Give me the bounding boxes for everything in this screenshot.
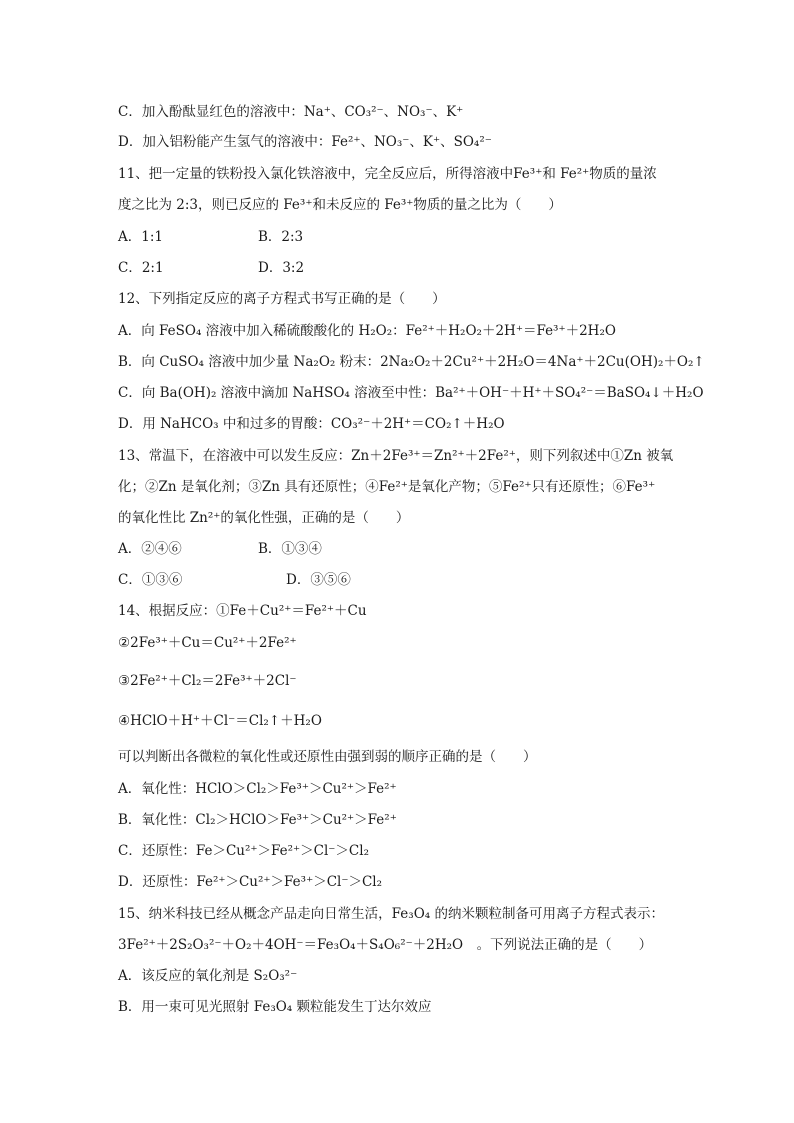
q15-option-b: B．用一束可见光照射 Fe₃O₄ 颗粒能发生丁达尔效应 <box>118 999 432 1015</box>
q13-option-a: A．②④⑥ <box>118 541 182 557</box>
q11-option-a: A．1:1 <box>118 229 163 245</box>
q14-option-b: B．氧化性：Cl₂＞HClO＞Fe³⁺＞Cu²⁺＞Fe²⁺ <box>118 812 397 828</box>
q13-options-row-1 <box>118 538 694 560</box>
q14-option-c: C．还原性：Fe＞Cu²⁺＞Fe²⁺＞Cl⁻＞Cl₂ <box>118 843 369 859</box>
q12-option-c: C．向 Ba(OH)₂ 溶液中滴加 NaHSO₄ 溶液至中性：Ba²⁺＋OH⁻＋H⁺＋SO₄²⁻＝BaSO₄↓＋H₂O <box>118 385 704 401</box>
q10-option-d: D．加入铝粉能产生氢气的溶液中：Fe²⁺、NO₃⁻、K⁺、SO₄²⁻ <box>118 134 492 150</box>
q12-option-a: A．向 FeSO₄ 溶液中加入稀硫酸酸化的 H₂O₂：Fe²⁺＋H₂O₂＋2H⁺＝Fe³⁺＋2H₂O <box>118 323 616 339</box>
q11-stem-line-2: 度之比为 2:3，则已反应的 Fe³⁺和未反应的 Fe³⁺物质的量之比为（ ） <box>118 197 562 213</box>
q15-stem-line-2: 3Fe²⁺＋2S₂O₃²⁻＋O₂＋4OH⁻＝Fe₃O₄＋S₄O₆²⁻＋2H₂O 。下列说法正确的是（ ） <box>118 937 653 953</box>
q13-option-b: B．①③④ <box>258 541 322 557</box>
q11-stem-line-1: 11、把一定量的铁粉投入氯化铁溶液中，完全反应后，所得溶液中Fe³⁺和 Fe²⁺物质的量浓 <box>118 166 657 182</box>
q14-option-a: A．氧化性：HClO＞Cl₂＞Fe³⁺＞Cu²⁺＞Fe²⁺ <box>118 781 397 797</box>
q13-stem-line-3: 的氧化性比 Zn²⁺的氧化性强，正确的是（ ） <box>118 510 410 526</box>
q11-option-c: C．2:1 <box>118 260 164 276</box>
q15-option-a: A．该反应的氧化剂是 S₂O₃²⁻ <box>118 968 298 984</box>
q12-option-d: D．用 NaHCO₃ 中和过多的胃酸：CO₃²⁻＋2H⁺＝CO₂↑＋H₂O <box>118 416 505 432</box>
q11-options-row-1 <box>118 226 694 248</box>
q14-stem: 14、根据反应：①Fe＋Cu²⁺＝Fe²⁺＋Cu <box>118 603 367 619</box>
q10-option-c: C．加入酚酞显红色的溶液中：Na⁺、CO₃²⁻、NO₃⁻、K⁺ <box>118 104 464 120</box>
q13-stem-line-2: 化；②Zn 是氧化剂；③Zn 具有还原性；④Fe²⁺是氧化产物；⑤Fe²⁺只有还原性；⑥Fe³⁺ <box>118 479 656 495</box>
q13-options-row-2 <box>118 569 694 591</box>
q14-reaction-2: ②2Fe³⁺＋Cu＝Cu²⁺＋2Fe²⁺ <box>118 635 297 651</box>
q11-option-b: B．2:3 <box>258 229 304 245</box>
q14-option-d: D．还原性：Fe²⁺＞Cu²⁺＞Fe³⁺＞Cl⁻＞Cl₂ <box>118 874 383 890</box>
q14-reaction-3: ③2Fe²⁺＋Cl₂＝2Fe³⁺＋2Cl⁻ <box>118 673 297 689</box>
q12-option-b: B．向 CuSO₄ 溶液中加少量 Na₂O₂ 粉末：2Na₂O₂＋2Cu²⁺＋2H₂O＝4Na⁺＋2Cu(OH)₂＋O₂↑ <box>118 354 705 370</box>
q14-question: 可以判断出各微粒的氧化性或还原性由强到弱的顺序正确的是（ ） <box>118 749 537 765</box>
q12-stem: 12、下列指定反应的离子方程式书写正确的是（ ） <box>118 291 446 307</box>
q15-stem-line-1: 15、纳米科技已经从概念产品走向日常生活，Fe₃O₄ 的纳米颗粒制备可用离子方程式表示： <box>118 906 664 922</box>
q11-options-row-2 <box>118 257 694 279</box>
q13-stem-line-1: 13、常温下，在溶液中可以发生反应：Zn＋2Fe³⁺＝Zn²⁺＋2Fe²⁺，则下列叙述中①Zn 被氧 <box>118 448 674 464</box>
q11-option-d: D．3:2 <box>258 260 305 276</box>
q13-option-d: D．③⑤⑥ <box>286 572 351 588</box>
q13-option-c: C．①③⑥ <box>118 572 183 588</box>
q14-reaction-4: ④HClO＋H⁺＋Cl⁻＝Cl₂↑＋H₂O <box>118 713 322 729</box>
